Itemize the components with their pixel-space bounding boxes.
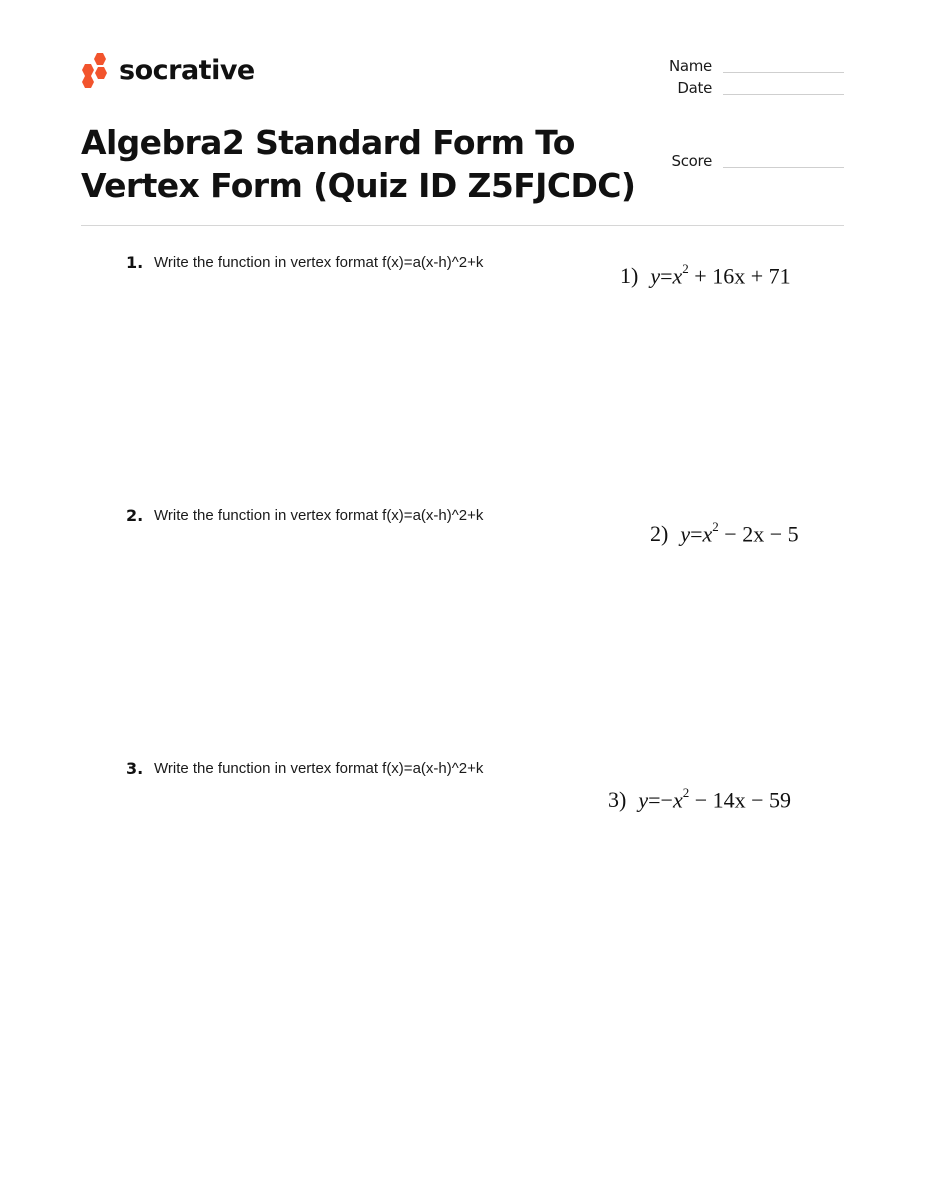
score-label: Score [671,152,712,170]
equation-lhs: y [650,263,661,289]
equation-base: x [672,263,683,289]
equation-image [608,787,791,813]
question-prompt: Write the function in vertex format f(x)=a(x-h)^2+k [154,507,484,524]
equation-image [650,521,799,547]
date-input-line[interactable] [723,94,844,95]
equation-exponent: 2 [682,785,690,800]
name-input-line[interactable] [723,72,844,73]
equation-equals: = [648,787,661,813]
equation-rest: + 16x + 71 [694,263,791,289]
date-field[interactable] [640,79,845,99]
equation-equals: = [660,263,673,289]
equation-label: 1) [620,263,639,289]
equation-base: x [672,787,683,813]
equation-rest: − 14x − 59 [694,787,792,813]
question-3 [0,759,926,999]
socrative-logo [81,53,255,89]
equation-lhs: y [680,521,691,547]
question-prompt: Write the function in vertex format f(x)=a(x-h)^2+k [154,254,484,271]
equation-equals: = [690,521,703,547]
equation-lhs: y [638,787,649,813]
score-input-line[interactable] [723,167,844,168]
question-number: 1. [126,253,144,272]
date-label: Date [677,79,712,97]
equation-label: 2) [650,521,669,547]
question-number: 3. [126,759,144,778]
question-1 [0,253,926,493]
hexagon-cluster-icon [81,53,109,89]
question-2 [0,506,926,746]
equation-label: 3) [608,787,627,813]
equation-sign: − [660,787,673,813]
question-prompt: Write the function in vertex format f(x)=a(x-h)^2+k [154,760,484,777]
equation-exponent: 2 [712,519,719,534]
equation-exponent: 2 [682,261,689,276]
equation-image [620,263,791,289]
equation-base: x [702,521,713,547]
question-number: 2. [126,506,144,525]
brand-name: socrative [119,55,255,86]
quiz-title: Algebra2 Standard Form To Vertex Form (Quiz ID Z5FJCDC) [81,123,636,205]
header-divider [81,225,844,226]
name-label: Name [668,57,712,75]
name-field[interactable] [640,57,845,77]
equation-rest: − 2x − 5 [724,521,799,547]
score-field[interactable] [640,152,845,172]
